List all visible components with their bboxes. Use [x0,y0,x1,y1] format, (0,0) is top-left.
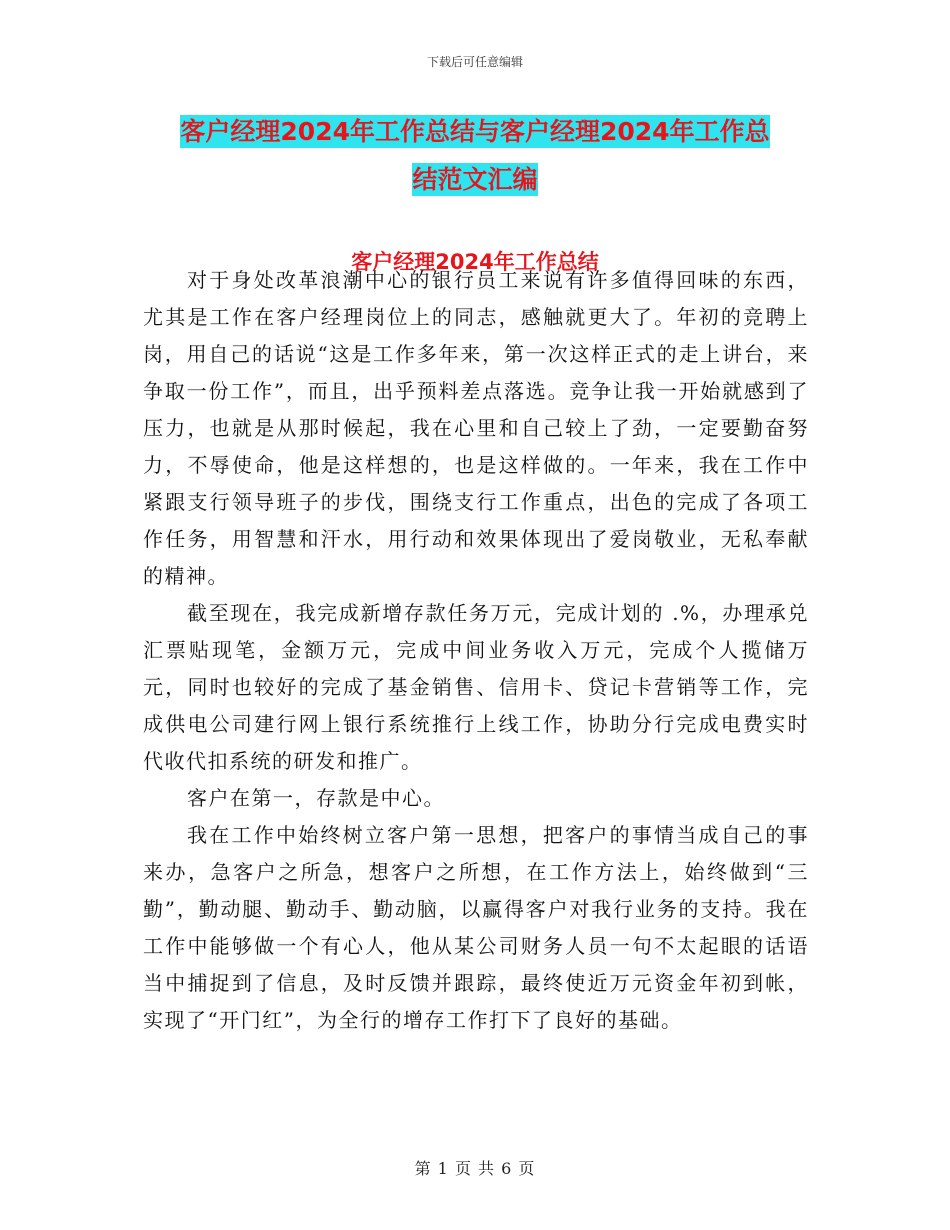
page-number: 第 1 页 共 6 页 [414,1159,536,1178]
body-paragraph: 客户在第一，存款是中心。 [187,786,445,810]
document-title-line-1: 客户经理2024年工作总结与客户经理2024年工作总 [180,117,770,146]
body-paragraph: 截至现在，我完成新增存款任务万元，完成计划的 .%，办理承兑汇票贴现笔，金额万元，完成中间业务收入万元，完成个人揽储万元，同时也较好的完成了基金销售、信用卡、贷记卡营销等工作，完成供电公司建行网上银行系统推行上线工作，协助分行完成电费实时代收代扣系统的研发和推广。 [143,601,809,773]
section-title: 客户经理2024年工作总结 [351,250,599,274]
document-title [140,108,810,204]
body-paragraph: 我在工作中始终树立客户第一思想，把客户的事情当成自己的事来办，急客户之所急，想客户之所想，在工作方法上，始终做到“三勤”，勤动腿、勤动手、勤动脑，以赢得客户对我行业务的支持。我在工作中能够做一个有心人，他从某公司财务人员一句不太起眼的话语当中捕捉到了信息，及时反馈并跟踪，最终使近万元资金年初到帐，实现了“开门红”，为全行的增存工作打下了良好的基础。 [143,823,809,1032]
document-body [143,262,809,1039]
body-paragraph: 对于身处改革浪潮中心的银行员工来说有许多值得回味的东西，尤其是工作在客户经理岗位上的同志，感触就更大了。年初的竞聘上岗，用自己的话说“这是工作多年来，第一次这样正式的走上讲台，来争取一份工作”，而且，出乎预料差点落选。竞争让我一开始就感到了压力，也就是从那时候起，我在心里和自己较上了劲，一定要勤奋努力，不辱使命，他是这样想的，也是这样做的。一年来，我在工作中紧跟支行领导班子的步伐，围绕支行工作重点，出色的完成了各项工作任务，用智慧和汗水，用行动和效果体现出了爱岗敬业，无私奉献的精神。 [143,268,809,588]
header-note: 下载后可任意编辑 [426,55,523,69]
document-title-line-2: 结范文汇编 [412,165,538,194]
